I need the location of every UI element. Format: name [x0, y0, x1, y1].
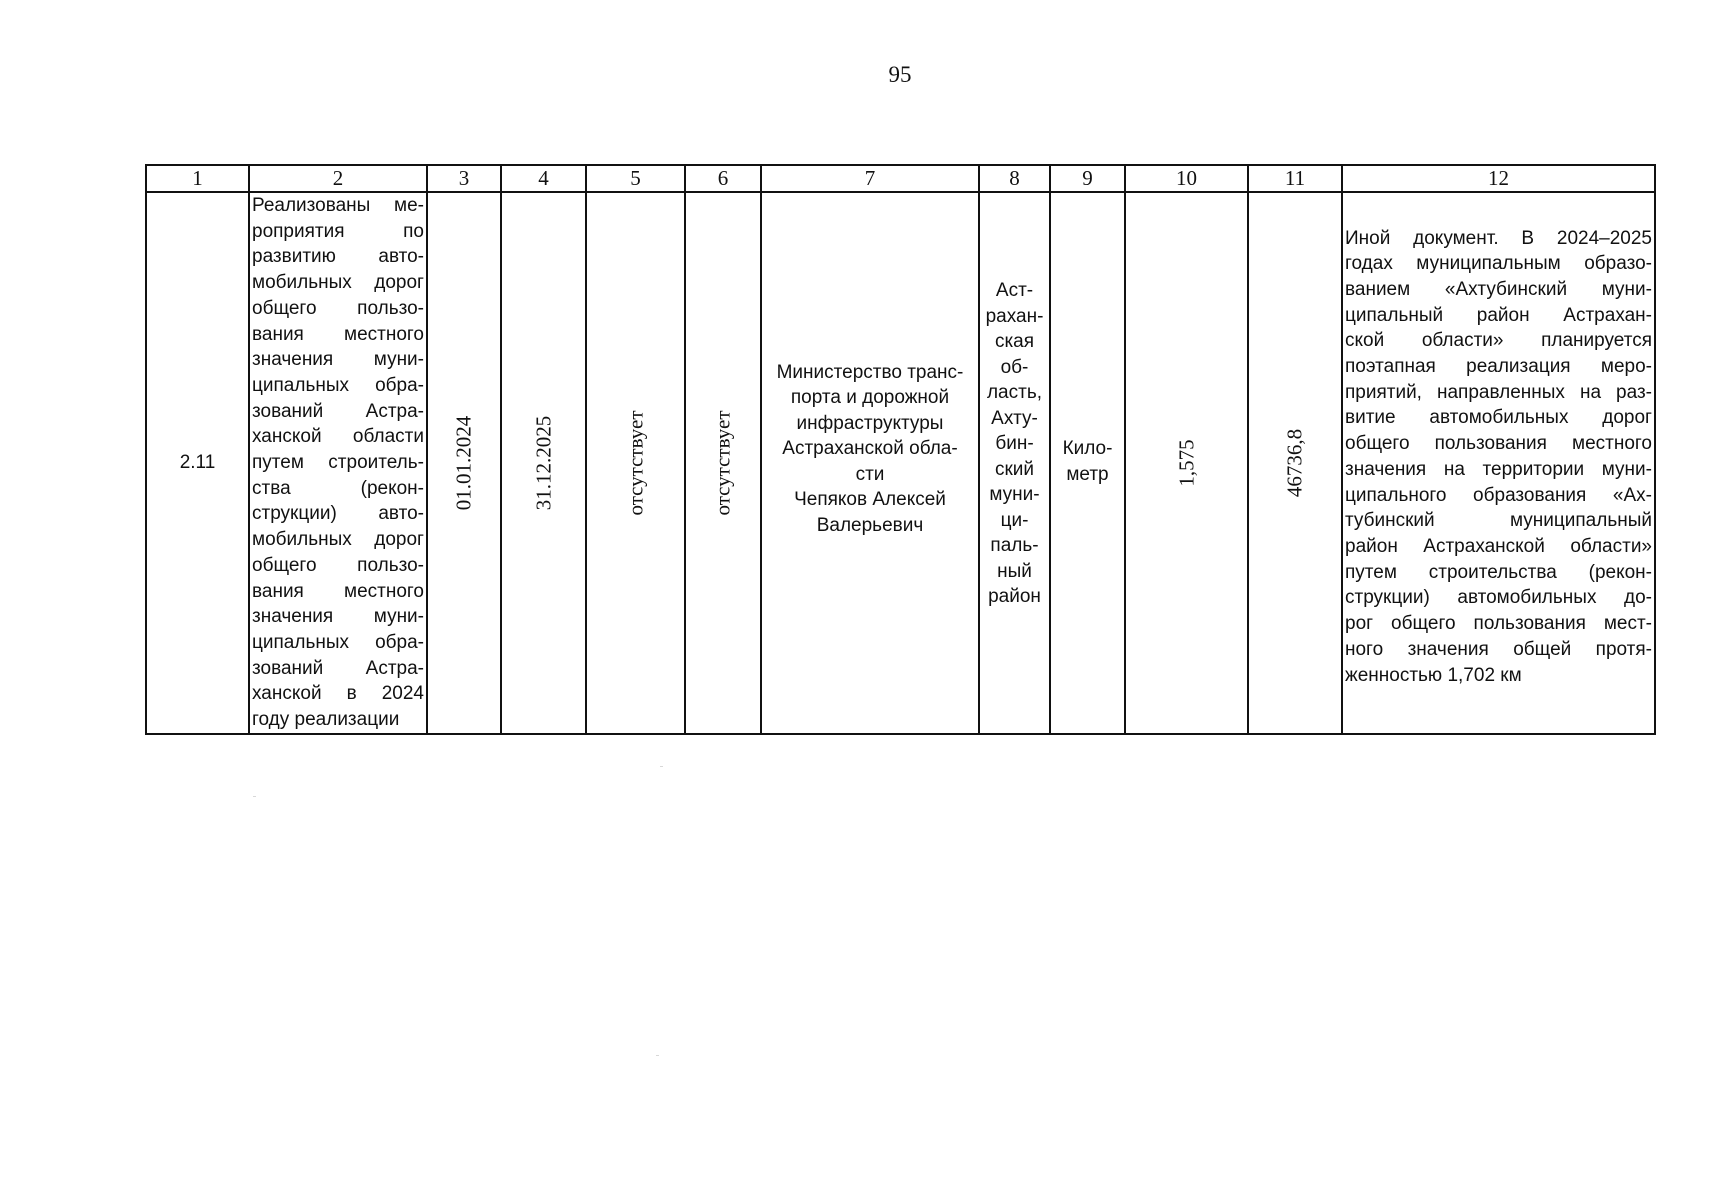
- text-line: женностью 1,702 км: [1345, 664, 1522, 686]
- text-line: ный: [997, 560, 1032, 582]
- text-line: порта и дорожной: [790, 387, 950, 409]
- text-line: ципальных обра-: [252, 631, 424, 653]
- value-cell: [1125, 192, 1248, 734]
- description-cell: [249, 192, 427, 734]
- scan-speck: [660, 766, 663, 767]
- row-number: 2.11: [179, 451, 216, 473]
- text-line: ханской в 2024: [252, 683, 424, 705]
- amount: 46736,8: [1282, 428, 1307, 497]
- text-line: значения муни-: [252, 606, 424, 628]
- amount-cell: [1248, 192, 1342, 734]
- text-line: район Астраханской области»: [1345, 535, 1652, 557]
- text-line: ципального образования «Ах-: [1345, 484, 1652, 506]
- text-line: метр: [1066, 463, 1109, 485]
- text-line: мобильных дорог: [252, 272, 424, 294]
- text-line: ханской области: [252, 426, 424, 448]
- text-line: зований Астра-: [252, 400, 424, 422]
- description-text: [252, 193, 424, 733]
- column-header-8: 8: [979, 165, 1050, 192]
- note-cell: [1342, 192, 1655, 734]
- text-line: паль-: [990, 535, 1039, 557]
- text-line: вания местного: [252, 323, 424, 345]
- text-line: струкции) авто-: [252, 503, 424, 525]
- start-date: 01.01.2024: [451, 415, 476, 511]
- end-date-cell: [501, 192, 586, 734]
- column-header-6: 6: [685, 165, 761, 192]
- text-line: ципальных обра-: [252, 374, 424, 396]
- data-table: [145, 164, 1656, 735]
- responsible-cell: [761, 192, 979, 734]
- text-line: ской области» планируется: [1345, 330, 1652, 352]
- column-header-4: 4: [501, 165, 586, 192]
- text-line: годах муниципальным образо-: [1345, 253, 1652, 275]
- value: 1,575: [1174, 439, 1198, 487]
- text-line: Аст-: [995, 280, 1034, 302]
- column-header-10: 10: [1125, 165, 1248, 192]
- text-line: ства (рекон-: [252, 477, 424, 499]
- text-line: Ахту-: [991, 407, 1038, 429]
- text-line: бин-: [995, 433, 1034, 455]
- text-line: муни-: [989, 484, 1040, 506]
- text-line: Министерство транс-: [776, 361, 964, 383]
- table-row: [146, 192, 1655, 734]
- text-line: ласть,: [986, 382, 1043, 404]
- column-header-11: 11: [1248, 165, 1342, 192]
- col5-value: отсутствует: [623, 410, 647, 516]
- text-line: Кило-: [1062, 438, 1113, 460]
- text-line: Иной документ. В 2024–2025: [1345, 227, 1652, 249]
- text-line: сти: [855, 463, 885, 485]
- text-line: значения на территории муни-: [1345, 458, 1652, 480]
- note-text: [1345, 226, 1652, 689]
- column-header-7: 7: [761, 165, 979, 192]
- column-header-5: 5: [586, 165, 685, 192]
- text-line: об-: [1000, 356, 1029, 378]
- text-line: приятий, направленных на раз-: [1345, 381, 1652, 403]
- column-header-1: 1: [146, 165, 249, 192]
- text-line: общего пользо-: [252, 554, 424, 576]
- text-line: ци-: [1000, 509, 1029, 531]
- text-line: путем строительства (рекон-: [1345, 561, 1652, 583]
- scan-speck: [253, 796, 256, 797]
- text-line: ванием «Ахтубинский муни-: [1345, 278, 1652, 300]
- text-line: году реализации: [252, 709, 400, 731]
- col6-cell: [685, 192, 761, 734]
- unit-text: [1051, 436, 1124, 487]
- territory-text: [980, 278, 1049, 610]
- scan-speck: [656, 1055, 659, 1056]
- page-number: 95: [888, 62, 912, 87]
- text-line: вания местного: [252, 580, 424, 602]
- text-line: ного значения общей протя-: [1345, 638, 1652, 660]
- text-line: развитию авто-: [252, 246, 424, 268]
- text-line: путем строитель-: [252, 452, 424, 474]
- text-line: рахан-: [985, 305, 1044, 327]
- text-line: общего пользования местного: [1345, 433, 1652, 455]
- unit-cell: [1050, 192, 1125, 734]
- text-line: мобильных дорог: [252, 529, 424, 551]
- text-line: струкции) автомобильных до-: [1345, 587, 1652, 609]
- header-row: [146, 165, 1655, 192]
- territory-cell: [979, 192, 1050, 734]
- text-line: район: [988, 586, 1041, 608]
- text-line: витие автомобильных дорог: [1345, 407, 1652, 429]
- responsible-text: [762, 360, 978, 539]
- text-line: ципальный район Астрахан-: [1345, 304, 1652, 326]
- text-line: Чепяков Алексей: [794, 489, 946, 511]
- end-date: 31.12.2025: [531, 415, 555, 511]
- column-header-3: 3: [427, 165, 501, 192]
- text-line: ская: [994, 331, 1035, 353]
- text-line: поэтапная реализация меро-: [1345, 356, 1652, 378]
- col5-cell: [586, 192, 685, 734]
- text-line: роприятия по: [252, 220, 424, 242]
- text-line: тубинский муниципальный: [1345, 510, 1652, 532]
- row-number-cell: [146, 192, 249, 734]
- text-line: инфраструктуры: [796, 412, 944, 434]
- text-line: общего пользо-: [252, 297, 424, 319]
- text-line: ский: [994, 458, 1035, 480]
- text-line: Реализованы ме-: [252, 195, 424, 216]
- column-header-12: 12: [1342, 165, 1655, 192]
- start-date-cell: [427, 192, 501, 734]
- text-line: Валерьевич: [816, 514, 924, 536]
- column-header-9: 9: [1050, 165, 1125, 192]
- column-header-2: 2: [249, 165, 427, 192]
- text-line: Астраханской обла-: [782, 438, 958, 460]
- text-line: зований Астра-: [252, 657, 424, 679]
- text-line: значения муни-: [252, 349, 424, 371]
- col6-value: отсутствует: [710, 410, 735, 516]
- text-line: рог общего пользования мест-: [1345, 613, 1652, 635]
